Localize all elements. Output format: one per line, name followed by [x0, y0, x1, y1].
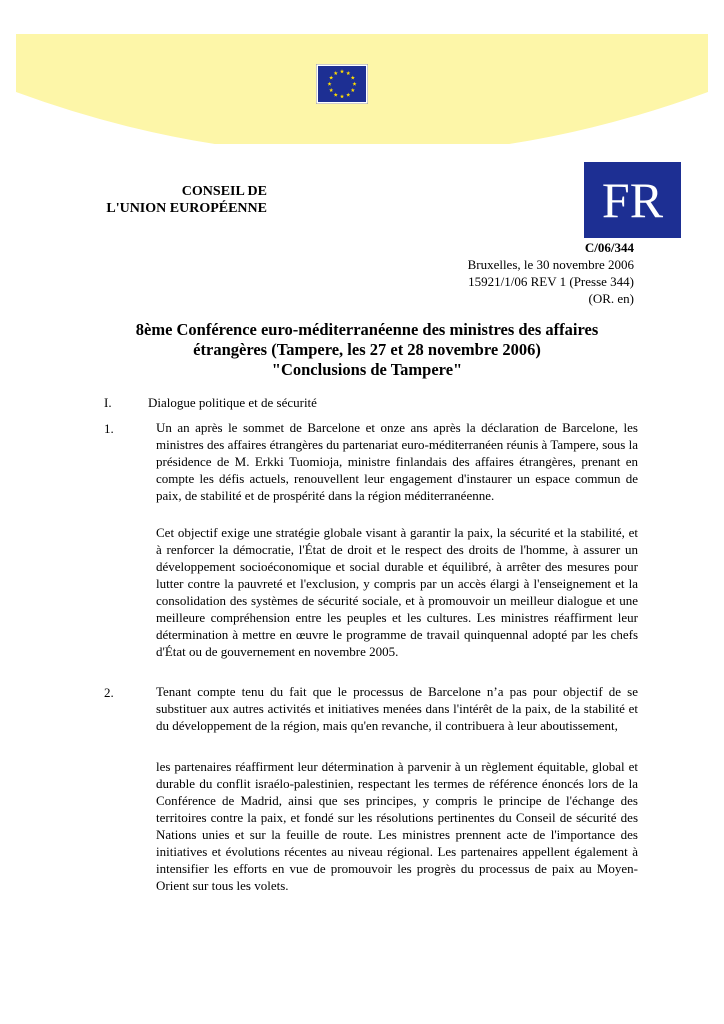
title-line-1: 8ème Conférence euro-méditerranéenne des ministres des affaires	[135, 320, 599, 339]
item-2-paragraph-2: les partenaires réaffirment leur détermination à parvenir à un règlement équitable, global et durable du conflit israélo-palestinien, respectant les termes de référence énoncés lors de la Conférence de Madrid, ainsi que ses principes, y compris le principe de l'échange des territoires contre la paix, et fondé sur les résolutions pertinentes du Conseil de sécurité des Nations unies et sur la feuille de route. Les ministres prennent acte de l'importance des initiatives et évolutions récentes au niveau régional. Les partenaires appellent également à intensifier les efforts en vue de promouvoir les progrès du processus de paix au Moyen-Orient sur tous les volets.	[156, 759, 638, 893]
title-line-3: "Conclusions de Tampere"	[271, 360, 463, 379]
item-1-paragraph-2: Cet objectif exige une stratégie globale visant à garantir la paix, la sécurité et la stabilité, et à renforcer la démocratie, l'État de droit et le respect des droits de l'homme, à assurer un développement socioéconomique et social durable et équilibré, à arrêter des mesures pour lutter contre la pauvreté et l'exclusion, y compris par un accès élargi à l'enseignement et la consolidation des systèmes de sécurité sociale, et à promouvoir un meilleur dialogue et une meilleure compréhension entre les peuples et les cultures. Les ministres réaffirment leur détermination à mettre en œuvre le programme de travail quinquennal adopté par les chefs d'État ou de gouvernement en novembre 2005.	[156, 525, 638, 659]
language-badge: FR	[584, 162, 681, 238]
doc-number: 15921/1/06 REV 1 (Presse 344)	[468, 274, 634, 289]
original-language: (OR. en)	[588, 291, 634, 306]
council-line-1: CONSEIL DE	[181, 184, 267, 199]
council-line-2: L'UNION EUROPÉENNE	[106, 201, 267, 216]
document-references	[468, 239, 634, 307]
item-number-2: 2.	[104, 685, 114, 700]
eu-flag-icon	[316, 64, 368, 104]
item-number-1: 1.	[104, 421, 114, 436]
place-date: Bruxelles, le 30 novembre 2006	[467, 257, 634, 272]
council-name	[100, 183, 267, 217]
item-1-paragraph-1: Un an après le sommet de Barcelone et onze ans après la déclaration de Barcelone, les ministres des affaires étrangères du partenariat euro-méditerranéen réunis à Tampere, sous la présidence de M. Erkki Tuomioja, ministre finlandais des affaires étrangères, prenant en compte les défis actuels, renouvellent leur engagement d'instaurer un espace commun de paix, de stabilité et de prospérité dans la région méditerranéenne.	[156, 420, 638, 503]
section-number: I.	[104, 395, 112, 410]
item-2-paragraph-1: Tenant compte tenu du fait que le processus de Barcelone n’a pas pour objectif de se substituer aux autres activités et initiatives menées dans l'intérêt de la paix, de la stabilité et du développement de la région, mais qu'en revanche, il contribuera à leur aboutissement,	[156, 684, 638, 733]
title-line-2: étrangères (Tampere, les 27 et 28 novembre 2006)	[193, 340, 541, 359]
section-title: Dialogue politique et de sécurité	[148, 395, 317, 410]
press-code: C/06/344	[584, 240, 634, 255]
document-title	[90, 320, 644, 380]
